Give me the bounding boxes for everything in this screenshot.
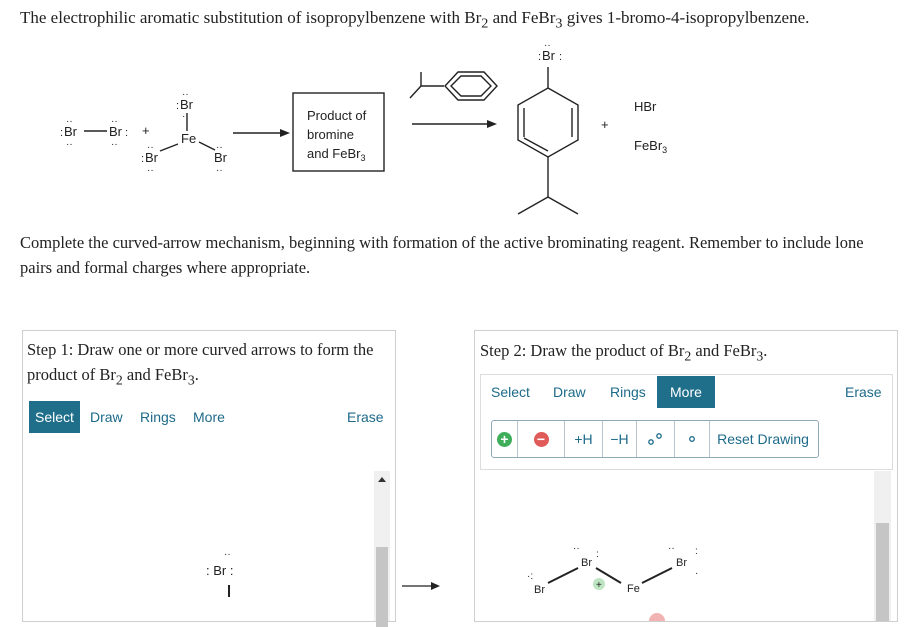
svg-text:··: ·· bbox=[216, 165, 223, 176]
br-right-atom: Br bbox=[214, 150, 227, 165]
svg-text:bromine: bromine bbox=[307, 127, 354, 142]
svg-text::: : bbox=[538, 51, 542, 63]
br2-left-atom: Br bbox=[64, 124, 77, 139]
step2-toolbar bbox=[485, 375, 890, 409]
step2-canvas[interactable] bbox=[475, 471, 875, 621]
next-step-arrow-icon bbox=[400, 578, 442, 594]
svg-text::: : bbox=[176, 100, 180, 112]
step2-erase-button[interactable]: Erase bbox=[845, 384, 882, 400]
product-br-atom: Br bbox=[542, 48, 555, 63]
step2-scrollbar[interactable] bbox=[874, 471, 891, 621]
svg-text:+: + bbox=[596, 580, 602, 591]
svg-text:··: ·· bbox=[668, 543, 675, 554]
step2-more-tool[interactable]: More bbox=[657, 376, 715, 408]
br-top-atom: Br bbox=[180, 97, 193, 112]
step2-title: Step 2: Draw the product of $Br_2$ and FeBr$_3$. bbox=[480, 341, 768, 364]
fe-atom: Fe bbox=[181, 131, 197, 146]
step1-scrollbar[interactable] bbox=[374, 471, 390, 621]
negative-charge-tool[interactable] bbox=[518, 421, 565, 457]
svg-text:Product of: Product of bbox=[307, 108, 367, 123]
canvas-negative-charge[interactable] bbox=[649, 613, 665, 621]
hbr-label: HBr bbox=[634, 99, 657, 114]
svg-text::: : bbox=[695, 546, 698, 557]
svg-text::: : bbox=[141, 153, 145, 165]
canvas-fe: Fe bbox=[627, 583, 640, 595]
br2-right-atom: Br bbox=[109, 124, 122, 139]
step1-rings-tool[interactable]: Rings bbox=[140, 409, 176, 425]
plus-sign: + bbox=[142, 123, 150, 138]
svg-text:··: ·· bbox=[544, 40, 551, 51]
svg-text:··: ·· bbox=[66, 116, 73, 127]
canvas-br-2: Br bbox=[581, 557, 592, 569]
positive-charge-tool[interactable] bbox=[492, 421, 518, 457]
svg-text::: : bbox=[559, 51, 563, 63]
canvas-br-1: Br bbox=[534, 584, 545, 596]
step1-toolbar bbox=[29, 401, 389, 435]
step1-canvas[interactable]: : Br : ·· bbox=[23, 443, 393, 621]
reset-drawing-button[interactable]: Reset Drawing bbox=[717, 431, 809, 447]
canvas-br-3: Br bbox=[676, 557, 687, 569]
svg-text:··: ·· bbox=[182, 89, 189, 100]
step1-more-tool[interactable]: More bbox=[193, 409, 225, 425]
step1-draw-tool[interactable]: Draw bbox=[90, 409, 123, 425]
svg-text:··: ·· bbox=[66, 139, 73, 150]
instructions-text: Complete the curved-arrow mechanism, beginning with formation of the active brominating reagent. Remember to include lone pairs and formal charges where appropriate. bbox=[20, 233, 864, 277]
atom-tools-bar bbox=[491, 420, 819, 458]
intro-text: The electrophilic aromatic substitution of isopropylbenzene with $Br_2$ and FeBr$_3$ gives 1-bromo-4-isopropylbenzene. bbox=[20, 8, 810, 32]
svg-text:··: ·· bbox=[573, 543, 580, 554]
step2-draw-tool[interactable]: Draw bbox=[553, 384, 586, 400]
br-left-atom: Br bbox=[145, 150, 158, 165]
step1-scroll-thumb[interactable] bbox=[376, 547, 388, 627]
reaction-scheme bbox=[0, 0, 912, 230]
radical-icon bbox=[687, 434, 697, 444]
svg-text:·: · bbox=[695, 568, 699, 579]
radical-tool[interactable] bbox=[675, 421, 710, 457]
add-hydrogen-tool[interactable]: +H bbox=[565, 421, 603, 457]
step1-select-tool[interactable]: Select bbox=[29, 401, 80, 433]
svg-text::: : bbox=[60, 127, 64, 139]
svg-text:··: ·· bbox=[111, 116, 118, 127]
lone-pair-tool[interactable] bbox=[637, 421, 675, 457]
svg-text::: : bbox=[125, 127, 129, 139]
step2-select-tool[interactable]: Select bbox=[491, 384, 530, 400]
scroll-up-icon[interactable] bbox=[378, 477, 386, 482]
step2-panel bbox=[474, 330, 898, 622]
step2-rings-tool[interactable]: Rings bbox=[610, 384, 646, 400]
step1-panel bbox=[22, 330, 396, 622]
svg-text:··: ·· bbox=[147, 165, 154, 176]
svg-text:and FeBr3: and FeBr$_3$ bbox=[307, 146, 366, 163]
minus-icon: − bbox=[534, 432, 549, 447]
svg-text::: : bbox=[596, 549, 599, 560]
remove-hydrogen-tool[interactable]: −H bbox=[603, 421, 637, 457]
step2-scroll-thumb[interactable] bbox=[876, 523, 889, 621]
svg-text:FeBr3: FeBr$_3$ bbox=[634, 138, 668, 155]
svg-text:··: ·· bbox=[147, 142, 154, 153]
canvas-br-atom[interactable]: : Br : bbox=[206, 563, 234, 578]
svg-text:··: ·· bbox=[182, 111, 189, 122]
lone-pair-icon bbox=[646, 431, 666, 447]
svg-text:·:: ·: bbox=[527, 571, 534, 582]
canvas-bond[interactable] bbox=[228, 585, 230, 597]
plus-sign-2: + bbox=[601, 117, 609, 132]
plus-icon: + bbox=[497, 432, 512, 447]
febr3-label: FeBr bbox=[634, 138, 663, 153]
svg-text:··: ·· bbox=[111, 139, 118, 150]
svg-text:··: ·· bbox=[216, 142, 223, 153]
step1-title: Step 1: Draw one or more curved arrows to form the product of $Br_2$ and FeBr$_3$. bbox=[27, 340, 374, 388]
step1-erase-button[interactable]: Erase bbox=[347, 409, 384, 425]
